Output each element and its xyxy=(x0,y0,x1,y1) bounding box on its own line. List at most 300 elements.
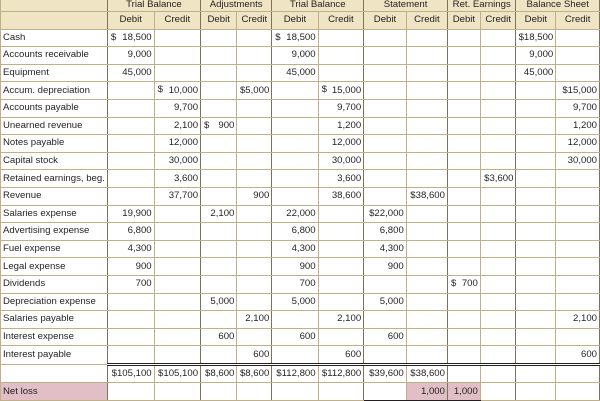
amount-cell xyxy=(406,205,447,223)
amount-cell: 700 xyxy=(107,275,154,293)
amount-cell xyxy=(516,82,556,100)
amount-cell: $5,000 xyxy=(237,82,272,100)
amount-cell: $38,600 xyxy=(406,187,447,205)
amount-cell xyxy=(237,99,272,117)
amount-cell: $8,600 xyxy=(237,364,272,383)
amount-cell xyxy=(201,346,237,365)
amount-cell: 9,000 xyxy=(516,47,556,65)
table-row xyxy=(1,240,600,258)
amount-cell: 900 xyxy=(364,258,407,276)
net-loss-row xyxy=(1,383,600,401)
amount-cell: 2,100 xyxy=(318,311,364,329)
amount-cell xyxy=(516,258,556,276)
amount-cell xyxy=(107,82,154,100)
amount-cell xyxy=(406,346,447,365)
amount-cell xyxy=(154,64,200,82)
amount-cell xyxy=(406,293,447,311)
currency-symbol: $ xyxy=(110,31,117,43)
amount-cell: 45,000 xyxy=(107,64,154,82)
amount-cell xyxy=(447,258,480,276)
amount-cell xyxy=(447,99,480,117)
amount-cell xyxy=(516,311,556,329)
table-row xyxy=(1,47,600,65)
amount-cell: 12,000 xyxy=(318,135,364,153)
amount-cell xyxy=(272,346,318,365)
amount-cell xyxy=(447,82,480,100)
amount-cell xyxy=(237,152,272,170)
amount-cell: 4,300 xyxy=(364,240,407,258)
amount-cell xyxy=(364,99,407,117)
amount-cell xyxy=(201,383,237,401)
amount-cell xyxy=(516,170,556,188)
credit-header: Credit xyxy=(556,12,600,30)
group-header-4: Statement xyxy=(364,0,448,12)
amount-cell: $ 18,500 xyxy=(272,29,318,47)
account-name: Equipment xyxy=(1,64,108,82)
amount-cell: 19,900 xyxy=(107,205,154,223)
amount-cell: 700 xyxy=(272,275,318,293)
group-header-5: Ret. Earnings xyxy=(447,0,515,12)
currency-symbol: $ xyxy=(450,277,457,289)
account-name: Revenue xyxy=(1,187,108,205)
amount-cell: 600 xyxy=(364,328,407,346)
amount-cell xyxy=(406,64,447,82)
amount-cell xyxy=(480,346,516,365)
amount-cell: 900 xyxy=(237,187,272,205)
amount-cell xyxy=(480,311,516,329)
amount-cell: $39,600 xyxy=(364,364,407,383)
amount-cell xyxy=(201,275,237,293)
amount-cell xyxy=(480,99,516,117)
amount-cell xyxy=(406,29,447,47)
account-name: Notes payable xyxy=(1,135,108,153)
amount-cell: 2,100 xyxy=(556,311,600,329)
account-name: Accounts receivable xyxy=(1,47,108,65)
amount-cell xyxy=(318,47,364,65)
amount-cell xyxy=(201,47,237,65)
amount-cell xyxy=(480,275,516,293)
amount-cell: 12,000 xyxy=(556,135,600,153)
amount-cell xyxy=(406,117,447,135)
amount-cell xyxy=(272,135,318,153)
amount-cell xyxy=(318,328,364,346)
amount-cell xyxy=(364,117,407,135)
amount-cell xyxy=(201,187,237,205)
credit-header: Credit xyxy=(237,12,272,30)
amount-cell: $8,600 xyxy=(201,364,237,383)
amount-cell xyxy=(237,258,272,276)
amount-cell: 30,000 xyxy=(556,152,600,170)
amount-cell xyxy=(107,99,154,117)
amount-cell xyxy=(480,187,516,205)
amount-cell: 5,000 xyxy=(201,293,237,311)
amount-cell xyxy=(480,258,516,276)
account-name: Salaries payable xyxy=(1,311,108,329)
currency-symbol: $ xyxy=(204,119,210,131)
amount-cell: $112,800 xyxy=(318,364,364,383)
amount-cell xyxy=(107,311,154,329)
amount-cell: $ 18,500 xyxy=(107,29,154,47)
amount-cell xyxy=(480,135,516,153)
amount-cell xyxy=(480,293,516,311)
amount-cell xyxy=(154,223,200,241)
amount-cell xyxy=(480,364,516,383)
debit-header: Debit xyxy=(107,12,154,30)
amount-cell xyxy=(201,223,237,241)
amount-cell: 9,700 xyxy=(318,99,364,117)
amount-cell xyxy=(237,240,272,258)
amount-cell xyxy=(107,187,154,205)
amount-cell xyxy=(201,99,237,117)
amount-cell xyxy=(364,383,407,401)
amount-cell xyxy=(272,82,318,100)
amount-cell xyxy=(480,47,516,65)
amount-cell xyxy=(237,64,272,82)
account-name: Legal expense xyxy=(1,258,108,276)
amount-cell xyxy=(107,152,154,170)
amount-cell xyxy=(154,258,200,276)
amount-cell: 6,800 xyxy=(272,223,318,241)
account-name: Advertising expense xyxy=(1,223,108,241)
amount-cell xyxy=(516,240,556,258)
amount-cell xyxy=(201,258,237,276)
account-name: Interest expense xyxy=(1,328,108,346)
amount-cell xyxy=(556,275,600,293)
amount-cell xyxy=(154,328,200,346)
amount-cell xyxy=(201,170,237,188)
amount-cell: $22,000 xyxy=(364,205,407,223)
amount-cell xyxy=(154,205,200,223)
amount-cell xyxy=(201,240,237,258)
amount-cell xyxy=(154,240,200,258)
amount-cell xyxy=(318,258,364,276)
amount-cell xyxy=(154,47,200,65)
debit-header: Debit xyxy=(447,12,480,30)
amount-cell: 45,000 xyxy=(516,64,556,82)
amount-cell xyxy=(556,328,600,346)
table-row xyxy=(1,152,600,170)
account-name: Depreciation expense xyxy=(1,293,108,311)
amount-cell xyxy=(480,383,516,401)
amount-cell xyxy=(237,117,272,135)
amount-cell xyxy=(237,275,272,293)
amount-cell xyxy=(201,64,237,82)
amount-cell: $105,100 xyxy=(154,364,200,383)
table-row xyxy=(1,311,600,329)
account-subheader xyxy=(1,12,108,30)
amount-cell: 600 xyxy=(556,346,600,365)
amount-cell: 1,200 xyxy=(318,117,364,135)
amount-cell xyxy=(447,170,480,188)
amount-cell: 6,800 xyxy=(107,223,154,241)
amount-cell xyxy=(406,328,447,346)
amount-cell xyxy=(364,152,407,170)
totals-row xyxy=(1,364,600,383)
amount-cell xyxy=(556,364,600,383)
amount-cell xyxy=(480,223,516,241)
amount-cell xyxy=(272,117,318,135)
amount-cell xyxy=(447,364,480,383)
table-row xyxy=(1,117,600,135)
amount-cell: 1,000 xyxy=(406,383,447,401)
amount-cell: 3,600 xyxy=(318,170,364,188)
amount-cell: 9,000 xyxy=(107,47,154,65)
amount-cell xyxy=(318,205,364,223)
amount-cell xyxy=(556,170,600,188)
table-row xyxy=(1,223,600,241)
amount-cell: 3,600 xyxy=(154,170,200,188)
amount-cell: 600 xyxy=(318,346,364,365)
amount-cell xyxy=(272,170,318,188)
table-row xyxy=(1,328,600,346)
amount-cell xyxy=(364,187,407,205)
amount-cell xyxy=(406,223,447,241)
amount-cell xyxy=(364,64,407,82)
amount-cell xyxy=(516,99,556,117)
amount-cell xyxy=(107,346,154,365)
account-name: Accounts payable xyxy=(1,99,108,117)
amount-cell xyxy=(237,223,272,241)
amount-cell xyxy=(406,82,447,100)
amount-cell xyxy=(237,170,272,188)
account-name: Capital stock xyxy=(1,152,108,170)
table-row xyxy=(1,64,600,82)
account-name: Retained earnings, beg. xyxy=(1,170,108,188)
account-name: Interest payable xyxy=(1,346,108,365)
table-row xyxy=(1,170,600,188)
amount-cell: 600 xyxy=(272,328,318,346)
amount-cell: 4,300 xyxy=(272,240,318,258)
amount-cell: 6,800 xyxy=(364,223,407,241)
amount-cell xyxy=(201,152,237,170)
amount-cell: 30,000 xyxy=(154,152,200,170)
account-name: Fuel expense xyxy=(1,240,108,258)
amount-cell: 1,200 xyxy=(556,117,600,135)
amount-cell xyxy=(516,117,556,135)
debit-credit-header-row xyxy=(1,12,600,30)
currency-symbol: $ xyxy=(157,84,163,96)
amount-cell xyxy=(107,383,154,401)
amount-cell xyxy=(364,275,407,293)
table-row xyxy=(1,82,600,100)
amount-cell xyxy=(480,29,516,47)
amount-cell xyxy=(318,29,364,47)
amount-cell xyxy=(318,64,364,82)
amount-cell: 5,000 xyxy=(364,293,407,311)
amount-cell xyxy=(107,328,154,346)
amount-cell xyxy=(447,29,480,47)
amount-cell xyxy=(447,152,480,170)
amount-cell xyxy=(154,29,200,47)
amount-cell: 22,000 xyxy=(272,205,318,223)
amount-cell xyxy=(364,82,407,100)
amount-cell xyxy=(516,152,556,170)
amount-cell xyxy=(237,47,272,65)
amount-cell: $3,600 xyxy=(480,170,516,188)
amount-cell xyxy=(480,152,516,170)
amount-cell xyxy=(447,64,480,82)
amount-cell xyxy=(272,187,318,205)
amount-cell: $105,100 xyxy=(107,364,154,383)
amount-cell xyxy=(406,47,447,65)
table-row xyxy=(1,135,600,153)
amount-cell xyxy=(480,82,516,100)
amount-cell xyxy=(154,293,200,311)
amount-cell xyxy=(272,152,318,170)
amount-cell xyxy=(556,29,600,47)
amount-cell xyxy=(364,47,407,65)
amount-cell xyxy=(406,258,447,276)
amount-cell xyxy=(516,223,556,241)
amount-cell xyxy=(480,117,516,135)
amount-cell: $ 900 xyxy=(201,117,237,135)
amount-cell xyxy=(272,383,318,401)
group-header-6: Balance Sheet xyxy=(516,0,600,12)
account-name: Cash xyxy=(1,29,108,47)
amount-cell xyxy=(406,135,447,153)
account-group-header xyxy=(1,0,108,12)
account-name: Dividends xyxy=(1,275,108,293)
amount-cell xyxy=(480,64,516,82)
amount-cell xyxy=(201,82,237,100)
credit-header: Credit xyxy=(480,12,516,30)
amount-cell xyxy=(516,328,556,346)
account-name: Unearned revenue xyxy=(1,117,108,135)
table-row xyxy=(1,258,600,276)
amount-cell: 5,000 xyxy=(272,293,318,311)
debit-header: Debit xyxy=(516,12,556,30)
group-header-3: Trial Balance xyxy=(272,0,364,12)
amount-cell: $ 700 xyxy=(447,275,480,293)
amount-cell xyxy=(516,364,556,383)
amount-cell xyxy=(364,346,407,365)
table-row xyxy=(1,293,600,311)
amount-cell xyxy=(318,240,364,258)
amount-cell: $112,800 xyxy=(272,364,318,383)
credit-header: Credit xyxy=(406,12,447,30)
amount-cell xyxy=(447,223,480,241)
amount-cell xyxy=(364,135,407,153)
debit-header: Debit xyxy=(364,12,407,30)
amount-cell xyxy=(318,293,364,311)
amount-cell xyxy=(154,346,200,365)
amount-cell: $ 15,000 xyxy=(318,82,364,100)
amount-cell xyxy=(237,328,272,346)
amount-cell: 30,000 xyxy=(318,152,364,170)
amount-cell xyxy=(447,328,480,346)
account-name: Accum. depreciation xyxy=(1,82,108,100)
amount-cell xyxy=(154,311,200,329)
amount-cell xyxy=(107,135,154,153)
amount-cell: 2,100 xyxy=(154,117,200,135)
table-row xyxy=(1,205,600,223)
amount-cell xyxy=(364,170,407,188)
amount-cell xyxy=(516,275,556,293)
amount-cell: 600 xyxy=(237,346,272,365)
amount-cell xyxy=(237,29,272,47)
amount-cell xyxy=(516,293,556,311)
amount-cell xyxy=(447,240,480,258)
amount-cell xyxy=(447,135,480,153)
account-name xyxy=(1,364,108,383)
credit-header: Credit xyxy=(318,12,364,30)
amount-cell xyxy=(318,223,364,241)
amount-cell xyxy=(237,383,272,401)
amount-cell xyxy=(447,117,480,135)
amount-cell xyxy=(556,240,600,258)
account-name: Salaries expense xyxy=(1,205,108,223)
amount-cell xyxy=(201,29,237,47)
debit-header: Debit xyxy=(201,12,237,30)
amount-cell: $18,500 xyxy=(516,29,556,47)
amount-cell xyxy=(201,135,237,153)
group-header-2: Adjustments xyxy=(201,0,272,12)
amount-cell: $38,600 xyxy=(406,364,447,383)
amount-cell: 600 xyxy=(201,328,237,346)
amount-cell xyxy=(556,205,600,223)
amount-cell: 9,700 xyxy=(556,99,600,117)
amount-cell xyxy=(154,383,200,401)
table-row xyxy=(1,275,600,293)
amount-cell xyxy=(447,346,480,365)
amount-cell xyxy=(237,293,272,311)
amount-cell xyxy=(516,383,556,401)
group-header-1: Trial Balance xyxy=(107,0,200,12)
amount-cell xyxy=(480,240,516,258)
amount-cell xyxy=(447,293,480,311)
amount-cell xyxy=(318,383,364,401)
amount-cell xyxy=(480,328,516,346)
amount-cell: 900 xyxy=(272,258,318,276)
account-name: Net loss xyxy=(1,383,108,401)
currency-symbol: $ xyxy=(275,31,281,43)
column-group-header-row xyxy=(1,0,600,12)
amount-cell: 2,100 xyxy=(237,311,272,329)
debit-header: Debit xyxy=(272,12,318,30)
amount-cell: 37,700 xyxy=(154,187,200,205)
amount-cell xyxy=(556,223,600,241)
amount-cell xyxy=(447,311,480,329)
amount-cell xyxy=(516,346,556,365)
amount-cell xyxy=(272,311,318,329)
amount-cell xyxy=(107,170,154,188)
amount-cell: 900 xyxy=(107,258,154,276)
credit-header: Credit xyxy=(154,12,200,30)
amount-cell xyxy=(406,152,447,170)
amount-cell xyxy=(447,47,480,65)
amount-cell xyxy=(406,99,447,117)
amount-cell xyxy=(406,275,447,293)
amount-cell xyxy=(272,99,318,117)
amount-cell xyxy=(516,205,556,223)
table-row xyxy=(1,99,600,117)
amount-cell xyxy=(556,47,600,65)
currency-symbol: $ xyxy=(321,84,327,96)
amount-cell xyxy=(406,170,447,188)
amount-cell xyxy=(516,187,556,205)
amount-cell: 4,300 xyxy=(107,240,154,258)
amount-cell xyxy=(154,275,200,293)
amount-cell: 9,700 xyxy=(154,99,200,117)
amount-cell xyxy=(406,311,447,329)
table-row xyxy=(1,29,600,47)
amount-cell xyxy=(107,293,154,311)
amount-cell: 1,000 xyxy=(447,383,480,401)
table-row xyxy=(1,187,600,205)
amount-cell xyxy=(556,293,600,311)
amount-cell xyxy=(318,275,364,293)
amount-cell: 38,600 xyxy=(318,187,364,205)
